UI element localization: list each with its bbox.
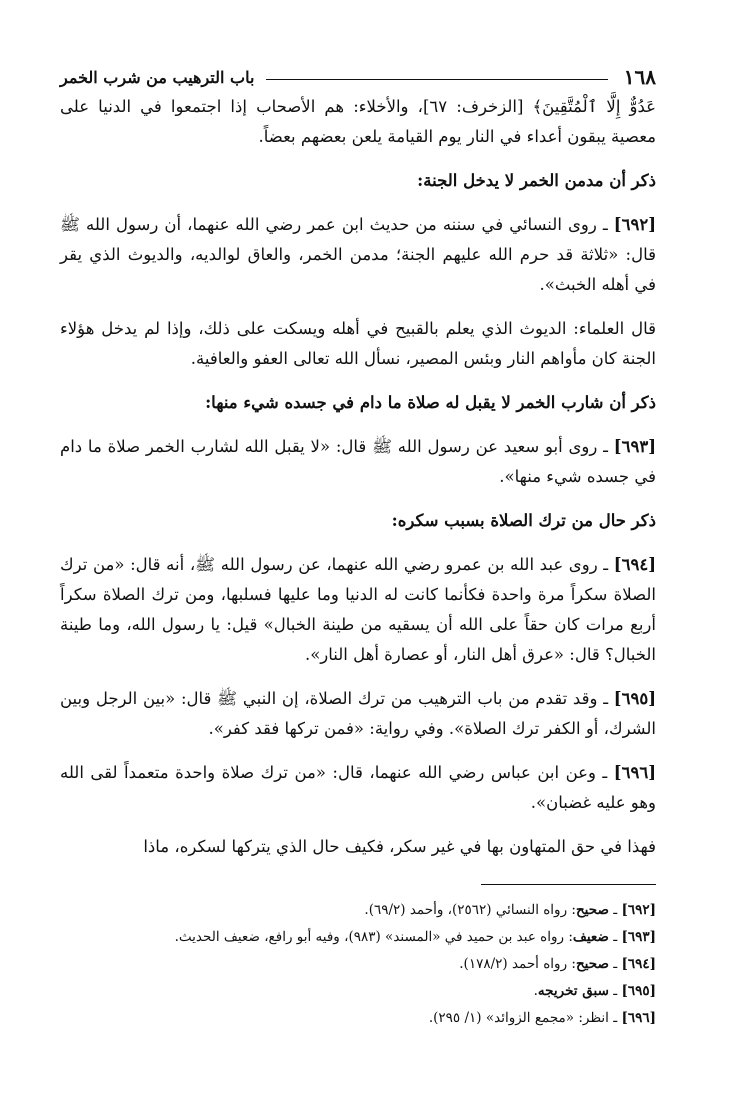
hadith-696: [60, 758, 656, 818]
footnote-grade: صحيح: [575, 902, 609, 918]
footnote-grade: سبق تخريجه: [537, 983, 609, 999]
footnote-692: [60, 897, 656, 924]
scholars-comment: قال العلماء: الديوث الذي يعلم بالقبيح في أهله ويسكت على ذلك، وإذا لم يدخل هؤلاء الجنة كان مأواهم النار وبئس المصير، نسأل الله تعالى العفو والعافية.: [60, 319, 656, 368]
continuation-paragraph: فهذا في حق المتهاون بها في غير سكر، فكيف حال الذي يتركها لسكره، ماذا: [143, 837, 656, 856]
intro-paragraph: عَدُوٌّ إِلَّا ٱلْمُتَّقِينَ﴾ [الزخرف: ٦٧]، والأخلاء: هم الأصحاب إذا اجتمعوا في الدنيا على معصية يبقون أعداء في النار يوم القيامة يلعن بعضهم بعضاً.: [60, 97, 656, 146]
running-title: باب الترهيب من شرب الخمر: [60, 67, 255, 87]
footnote-grade: صحيح: [575, 956, 609, 972]
footnote-696: [60, 1005, 656, 1032]
footnote-695: [60, 978, 656, 1005]
hadith-text: ـ روى عبد الله بن عمرو رضي الله عنهما، عن رسول الله ﷺ، أنه قال: «من ترك الصلاة سكراً مرة واحدة فكأنما كانت له الدنيا وما عليها فسلبها، ومن ترك الصلاة سكراً أربع مرات كان حقاً على الله أن يسقيه من طينة الخبال» قيل: يا رسول الله، وما طينة الخبال؟ قال: «عرق أهل النار، أو عصارة أهل النار».: [60, 555, 656, 664]
hadith-text: ـ روى النسائي في سننه من حديث ابن عمر رضي الله عنهما، أن رسول الله ﷺ قال: «ثلاثة قد حرم الله عليهم الجنة؛ مدمن الخمر، والعاق لوالديه، والديوث الذي يقر في أهله الخبث».: [60, 215, 656, 294]
footnotes: [60, 897, 656, 1032]
hadith-text: ـ وقد تقدم من باب الترهيب من ترك الصلاة، إن النبي ﷺ قال: «بين الرجل وبين الشرك، أو الكفر ترك الصلاة». وفي رواية: «فمن تركها فقد كفر».: [60, 689, 656, 738]
section-heading-3: ذكر حال من ترك الصلاة بسبب سكره:: [391, 511, 656, 530]
hadith-number: [٦٩٣]: [613, 437, 656, 456]
section-heading-2: ذكر أن شارب الخمر لا يقبل له صلاة ما دام في جسده شيء منها:: [205, 393, 656, 412]
footnote-text: .: [533, 983, 538, 999]
footnote-text: انظر: «مجمع الزوائد» (١/ ٢٩٥).: [428, 1010, 609, 1026]
hadith-692: [60, 210, 656, 300]
footnote-dash: ـ: [608, 929, 622, 945]
footnote-dash: ـ: [608, 902, 622, 918]
footnote-dash: ـ: [608, 956, 622, 972]
footnote-grade: ضعيف: [572, 929, 609, 945]
footnote-dash: ـ: [608, 1010, 622, 1026]
footnote-separator: [481, 884, 656, 885]
hadith-text: ـ وعن ابن عباس رضي الله عنهما، قال: «من ترك صلاة واحدة متعمداً لقى الله وهو عليه غضبان».: [60, 763, 656, 812]
hadith-text: ـ روى أبو سعيد عن رسول الله ﷺ قال: «لا يقبل الله لشارب الخمر صلاة ما دام في جسده شيء منها».: [60, 437, 656, 486]
footnote-number: [٦٩٣]: [621, 929, 656, 945]
hadith-number: [٦٩٤]: [613, 555, 656, 574]
hadith-693: [60, 432, 656, 492]
footnote-text: : رواه عبد بن حميد في «المسند» (٩٨٣)، وفيه أبو رافع، ضعيف الحديث.: [174, 929, 573, 945]
hadith-694: [60, 550, 656, 670]
footnote-number: [٦٩٥]: [621, 983, 656, 999]
main-text: [60, 92, 656, 862]
header-rule: [266, 79, 607, 80]
footnote-number: [٦٩٢]: [621, 902, 656, 918]
hadith-695: [60, 684, 656, 744]
footnote-text: : رواه أحمد (١٧٨/٢).: [459, 956, 576, 972]
footnote-dash: ـ: [608, 983, 622, 999]
hadith-number: [٦٩٥]: [613, 689, 656, 708]
footnote-text: : رواه النسائي (٢٥٦٢)، وأحمد (٦٩/٢).: [364, 902, 576, 918]
footnote-693: [60, 924, 656, 951]
footnote-number: [٦٩٤]: [621, 956, 656, 972]
footnote-694: [60, 951, 656, 978]
page-header: [60, 62, 656, 92]
page-number: ١٦٨: [623, 65, 656, 89]
hadith-number: [٦٩٢]: [613, 215, 656, 234]
hadith-number: [٦٩٦]: [613, 763, 656, 782]
section-heading-1: ذكر أن مدمن الخمر لا يدخل الجنة:: [417, 171, 656, 190]
footnote-number: [٦٩٦]: [621, 1010, 656, 1026]
